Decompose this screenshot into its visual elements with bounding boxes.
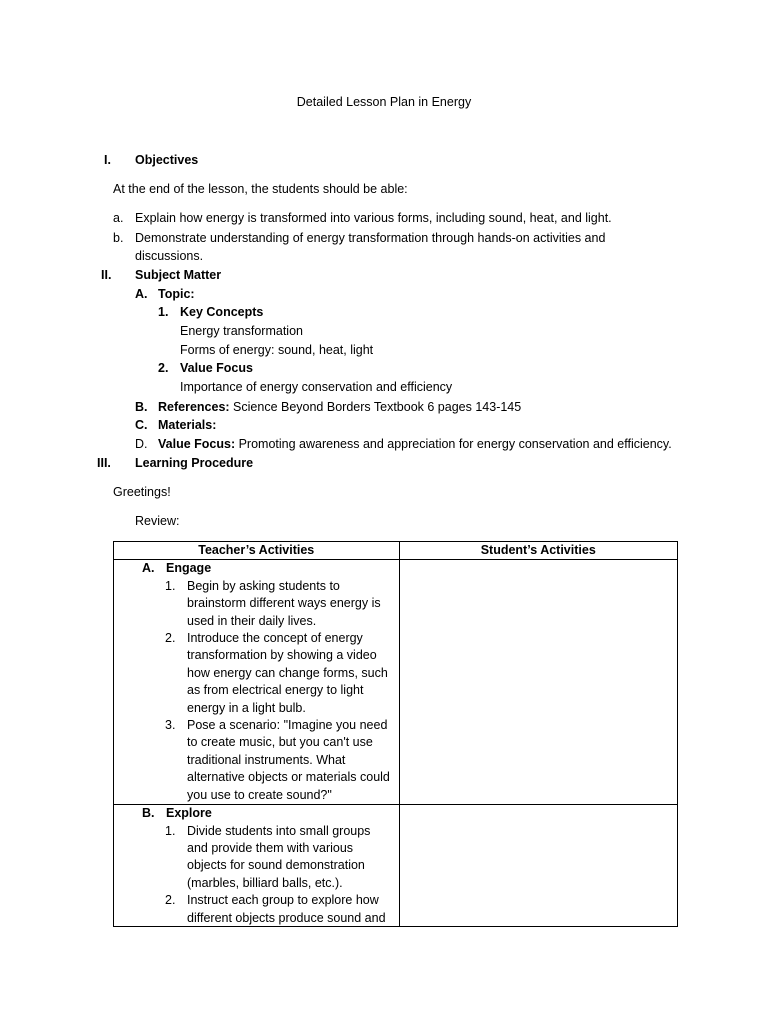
list-item xyxy=(114,823,399,893)
phase-heading xyxy=(114,560,399,577)
value-focus-d-text: Promoting awareness and appreciation for energy conservation and efficiency. xyxy=(235,437,672,451)
activity-list xyxy=(114,823,399,926)
list-item xyxy=(114,630,399,717)
topic-heading: Topic: xyxy=(158,287,195,301)
list-item xyxy=(114,717,399,804)
objectives-intro: At the end of the lesson, the students should be able: xyxy=(113,182,408,196)
item-number: 3. xyxy=(165,718,176,733)
review-text: Review: xyxy=(135,514,180,528)
student-cell-explore xyxy=(399,805,678,926)
table-row xyxy=(114,805,678,926)
phase-name: Engage xyxy=(166,561,212,576)
list-item xyxy=(114,892,399,925)
section-heading-subject-matter: Subject Matter xyxy=(135,268,222,282)
student-cell-engage xyxy=(399,560,678,805)
activity-list xyxy=(114,578,399,804)
key-concepts-label: 1. xyxy=(158,305,169,319)
value-focus-d-line xyxy=(158,435,672,453)
item-text: Divide students into small groups and provide them with various objects for sound demonstration (marbles, billiard balls, etc.). xyxy=(187,823,371,890)
item-number: 1. xyxy=(165,823,176,838)
table-header-row xyxy=(114,542,678,560)
key-concept-item: Forms of energy: sound, heat, light xyxy=(180,343,374,357)
teacher-cell-explore xyxy=(114,805,400,926)
section-numeral-objectives: I. xyxy=(104,153,111,167)
objective-text-b-line1: Demonstrate understanding of energy transformation through hands-on activities and xyxy=(135,231,606,245)
key-concepts-heading: Key Concepts xyxy=(180,305,264,319)
value-focus-d-label: D. xyxy=(135,437,148,451)
references-text: Science Beyond Borders Textbook 6 pages 143-145 xyxy=(229,400,522,414)
key-concept-item: Energy transformation xyxy=(180,324,303,338)
phase-label: A. xyxy=(142,561,155,576)
item-number: 1. xyxy=(165,578,176,593)
references-heading: References: xyxy=(158,400,230,414)
item-text: Introduce the concept of energy transformation by showing a video how energy can change forms, such as from electrical energy to light energy in a light bulb. xyxy=(187,631,388,715)
value-focus-d-heading: Value Focus: xyxy=(158,437,236,451)
objective-label-a: a. xyxy=(113,211,124,225)
activities-table xyxy=(113,541,678,927)
document-title: Detailed Lesson Plan in Energy xyxy=(296,95,472,109)
value-focus-label: 2. xyxy=(158,361,169,375)
item-text: Instruct each group to explore how different objects produce sound and xyxy=(187,893,386,925)
header-student-activities: Student’s Activities xyxy=(399,542,678,560)
clipped-content xyxy=(114,823,399,926)
phase-explore xyxy=(114,805,399,925)
table-row xyxy=(114,560,678,805)
section-heading-objectives: Objectives xyxy=(135,153,199,167)
section-numeral-procedure: III. xyxy=(97,456,111,470)
value-focus-item: Importance of energy conservation and efficiency xyxy=(180,380,453,394)
teacher-cell-engage xyxy=(114,560,400,805)
phase-heading xyxy=(114,805,399,822)
list-item xyxy=(114,578,399,630)
materials-label: C. xyxy=(135,418,148,432)
greetings-text: Greetings! xyxy=(113,485,171,499)
materials-heading: Materials: xyxy=(158,418,217,432)
objective-text-b-line2: discussions. xyxy=(135,249,204,263)
objective-text-a: Explain how energy is transformed into various forms, including sound, heat, and light. xyxy=(135,211,612,225)
section-numeral-subject-matter: II. xyxy=(101,268,112,282)
item-text: Pose a scenario: "Imagine you need to create music, but you can't use traditional instruments. What alternative objects or materials could you use to create sound?" xyxy=(187,718,390,802)
objective-label-b: b. xyxy=(113,231,124,245)
references-line xyxy=(158,398,521,416)
phase-label: B. xyxy=(142,806,155,821)
topic-label: A. xyxy=(135,287,148,301)
header-teacher-activities: Teacher’s Activities xyxy=(114,542,400,560)
phase-engage xyxy=(114,560,399,804)
item-text: Begin by asking students to brainstorm different ways energy is used in their daily lives. xyxy=(187,578,381,628)
references-label: B. xyxy=(135,400,148,414)
phase-name: Explore xyxy=(166,806,212,821)
item-number: 2. xyxy=(165,631,176,646)
item-number: 2. xyxy=(165,893,176,908)
value-focus-heading: Value Focus xyxy=(180,361,253,375)
section-heading-procedure: Learning Procedure xyxy=(135,456,254,470)
